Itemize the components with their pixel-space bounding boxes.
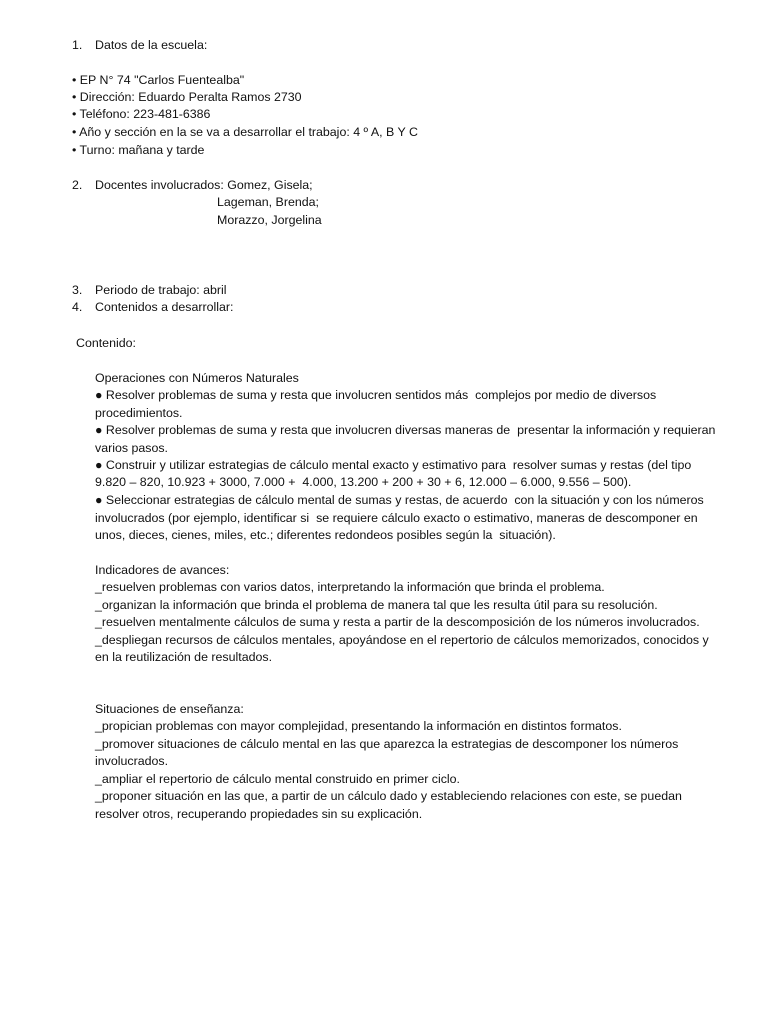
indicador-line: _resuelven mentalmente cálculos de suma y resta a partir de la descomposición de los números involucrados. (95, 615, 700, 629)
section1-title: Datos de la escuela: (95, 38, 208, 52)
contenido-line: varios pasos. (95, 441, 169, 455)
situacion-line: _promover situaciones de cálculo mental en las que aparezca la estrategias de descomponer los números (95, 737, 679, 751)
situaciones-heading: Situaciones de enseñanza: (95, 702, 244, 716)
teacher-name: Morazzo, Jorgelina (217, 213, 322, 227)
situacion-line: resolver otros, recuperando propiedades sin su explicación. (95, 807, 423, 821)
contenido-line: ● Resolver problemas de suma y resta que involucren diversas maneras de presentar la información y requieran (95, 423, 716, 437)
indicadores-heading: Indicadores de avances: (95, 563, 230, 577)
contenido-subheading: Operaciones con Números Naturales (95, 371, 299, 385)
contenido-line: procedimientos. (95, 406, 183, 420)
contenido-line: ● Seleccionar estrategias de cálculo mental de sumas y restas, de acuerdo con la situación y con los números (95, 493, 704, 507)
teachers-label: Docentes involucrados: Gomez, Gisela; (95, 178, 313, 192)
situacion-line: _propician problemas con mayor complejidad, presentando la información en distintos formatos. (95, 719, 622, 733)
contenido-line: involucrados (por ejemplo, identificar si se requiere cálculo exacto o estimativo, maneras de descomponer en (95, 511, 698, 525)
indicador-line: _despliegan recursos de cálculos mentales, apoyándose en el repertorio de cálculos memorizados, conocidos y (95, 633, 709, 647)
indicador-line: _resuelven problemas con varios datos, interpretando la información que brinda el problema. (95, 580, 605, 594)
contenido-line: ● Construir y utilizar estrategias de cálculo mental exacto y estimativo para resolver sumas y restas (del tipo (95, 458, 692, 472)
situacion-line: involucrados. (95, 754, 169, 768)
teacher-name: Lageman, Brenda; (217, 195, 319, 209)
school-grade: • Año y sección en la se va a desarrollar el trabajo: 4 º A, B Y C (72, 125, 418, 139)
situacion-line: _ampliar el repertorio de cálculo mental construido en primer ciclo. (95, 772, 461, 786)
indicador-line: en la reutilización de resultados. (95, 650, 273, 664)
school-phone: • Teléfono: 223-481-6386 (72, 107, 211, 121)
contenido-line: ● Resolver problemas de suma y resta que involucren sentidos más complejos por medio de diversos (95, 388, 657, 402)
contenido-line: unos, dieces, cienes, miles, etc.; diferentes redondeos posibles según la situación). (95, 528, 556, 542)
contents-label: Contenidos a desarrollar: (95, 300, 234, 314)
section4-number: 4. (72, 300, 83, 314)
section3-number: 3. (72, 283, 83, 297)
contenido-line: 9.820 – 820, 10.923 + 3000, 7.000 + 4.000, 13.200 + 200 + 30 + 6, 12.000 – 6.000, 9.556 – 500). (95, 475, 632, 489)
situacion-line: _proponer situación en las que, a partir de un cálculo dado y estableciendo relaciones con este, se puedan (95, 789, 682, 803)
school-address: • Dirección: Eduardo Peralta Ramos 2730 (72, 90, 302, 104)
school-name: • EP N° 74 "Carlos Fuentealba" (72, 73, 245, 87)
indicador-line: _organizan la información que brinda el problema de manera tal que les resulta útil para su resolución. (95, 598, 658, 612)
section2-number: 2. (72, 178, 83, 192)
work-period: Periodo de trabajo: abril (95, 283, 227, 297)
contenido-heading: Contenido: (76, 336, 136, 350)
section1-number: 1. (72, 38, 83, 52)
school-shift: • Turno: mañana y tarde (72, 143, 205, 157)
